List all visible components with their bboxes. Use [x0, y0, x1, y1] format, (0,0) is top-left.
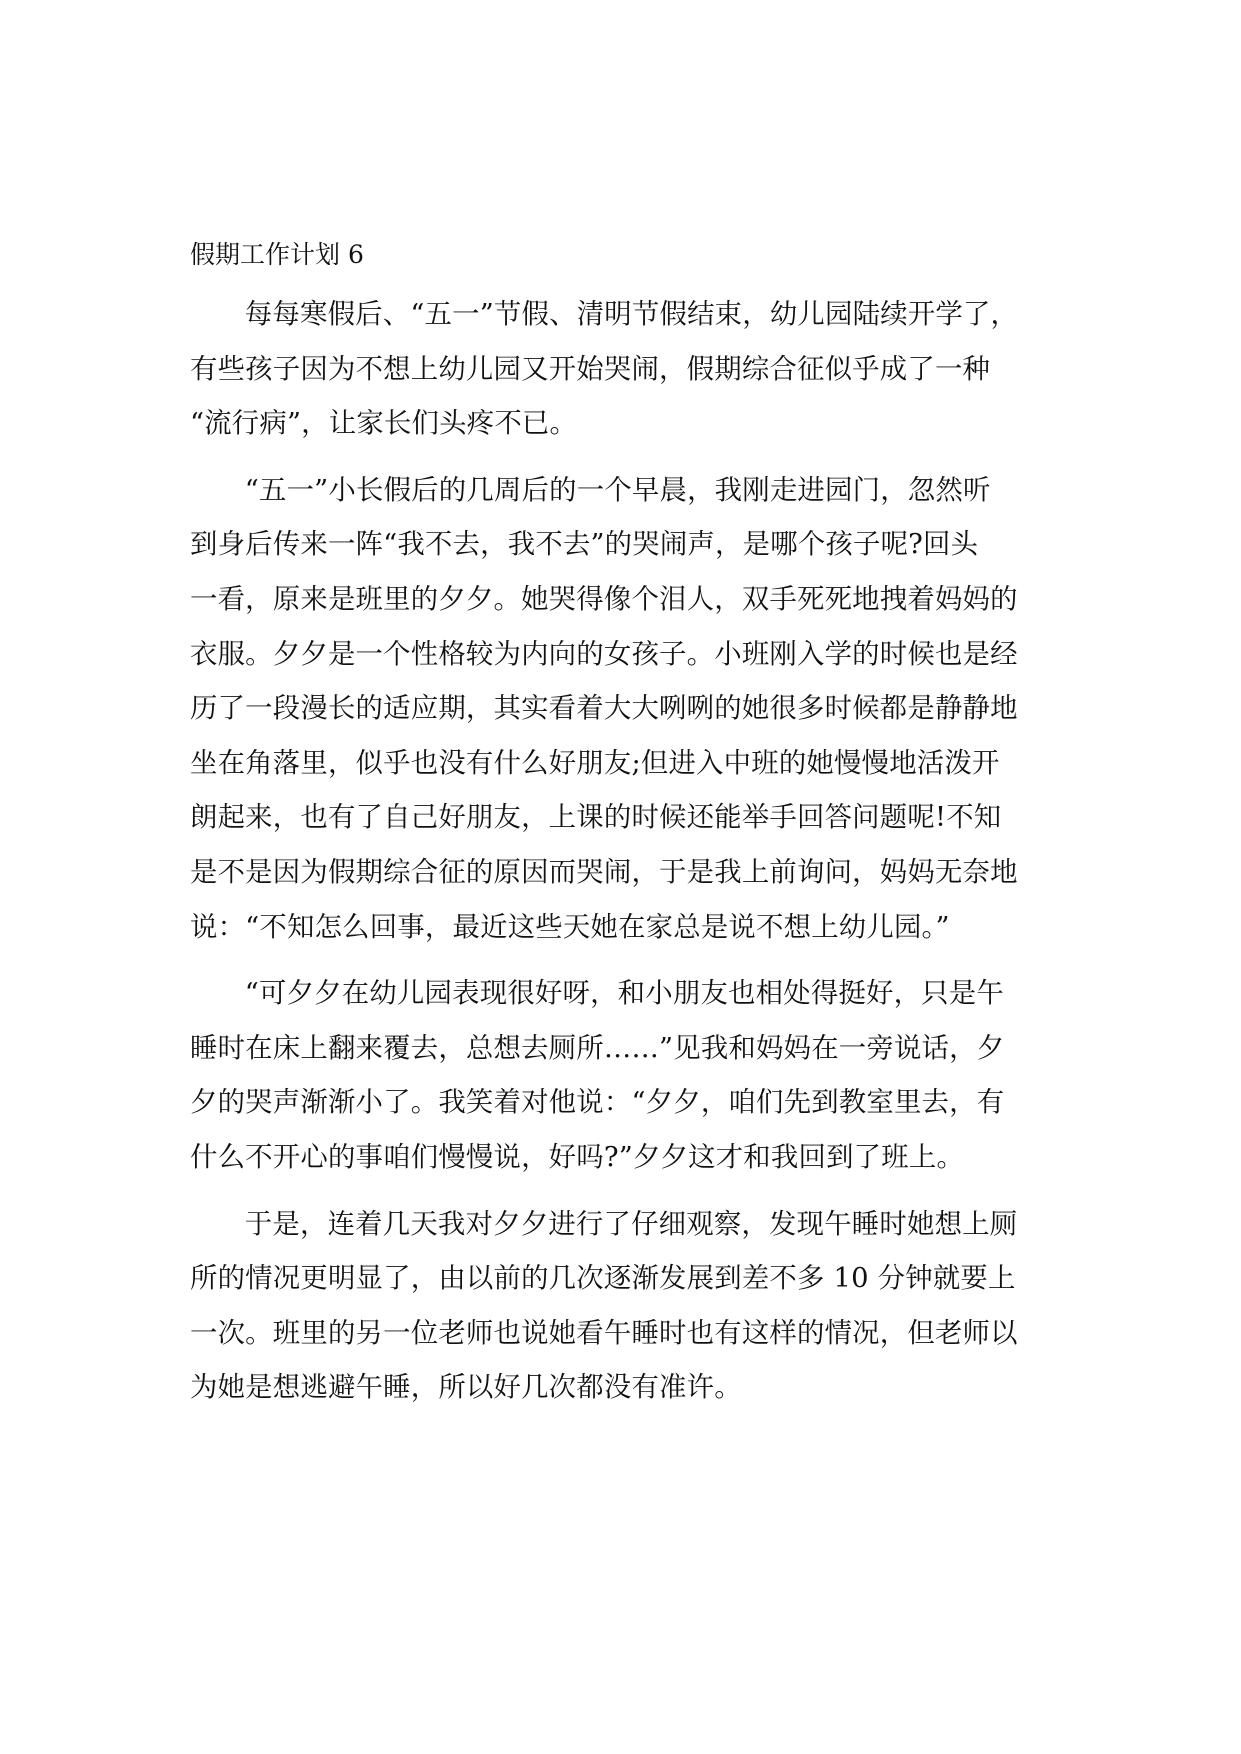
text-line: 睡时在床上翻来覆去，总想去厕所……”见我和妈妈在一旁说话，夕	[190, 1032, 1005, 1064]
text-line: 每每寒假后、“五一”节假、清明节假结束，幼儿园陆续开学了，	[244, 299, 1019, 330]
paragraph-2	[190, 464, 1058, 955]
text-line: 是不是因为假期综合征的原因而哭闹，于是我上前询问，妈妈无奈地	[190, 856, 1018, 888]
text-line: 衣服。夕夕是一个性格较为内向的女孩子。小班刚入学的时候也是经	[190, 638, 1018, 670]
text-line: 夕的哭声渐渐小了。我笑着对他说：“夕夕，咱们先到教室里去，有	[190, 1087, 1005, 1119]
paragraph-4	[190, 1198, 1058, 1416]
text-line: 什么不开心的事咱们慢慢说，好吗?”夕夕这才和我回到了班上。	[190, 1141, 965, 1173]
text-line: 到身后传来一阵“我不去，我不去”的哭闹声，是哪个孩子呢?回头	[190, 529, 979, 561]
text-line: 朗起来，也有了自己好朋友，上课的时候还能举手回答问题呢!不知	[190, 802, 1002, 834]
text-line: 坐在角落里，似乎也没有什么好朋友;但进入中班的她慢慢地活泼开	[190, 747, 1000, 779]
text-line: “流行病”，让家长们头疼不已。	[190, 408, 578, 440]
text-line: “可夕夕在幼儿园表现很好呀，和小朋友也相处得挺好，只是午	[244, 978, 1004, 1010]
paragraph-3	[190, 967, 1058, 1185]
text-line: 一看，原来是班里的夕夕。她哭得像个泪人，双手死死地拽着妈妈的	[190, 583, 1018, 615]
text-line: 为她是想逃避午睡，所以好几次都没有准许。	[190, 1372, 742, 1404]
paragraph-1	[190, 288, 1058, 452]
text-line: 一次。班里的另一位老师也说她看午睡时也有这样的情况，但老师以	[190, 1317, 1018, 1349]
text-line: 所的情况更明显了，由以前的几次逐渐发展到差不多 10 分钟就要上	[190, 1263, 1016, 1295]
text-line: 历了一段漫长的适应期，其实看着大大咧咧的她很多时候都是静静地	[190, 693, 1018, 725]
document-title: 假期工作计划 6	[190, 240, 364, 269]
document-page	[190, 228, 1058, 1428]
text-line: 于是，连着几天我对夕夕进行了仔细观察，发现午睡时她想上厕	[244, 1208, 1018, 1240]
text-line: 有些孩子因为不想上幼儿园又开始哭闹，假期综合征似乎成了一种	[190, 353, 991, 385]
text-line: 说：“不知怎么回事，最近这些天她在家总是说不想上幼儿园。”	[190, 911, 950, 943]
text-line: “五一”小长假后的几周后的一个早晨，我刚走进园门，忽然听	[244, 474, 991, 506]
